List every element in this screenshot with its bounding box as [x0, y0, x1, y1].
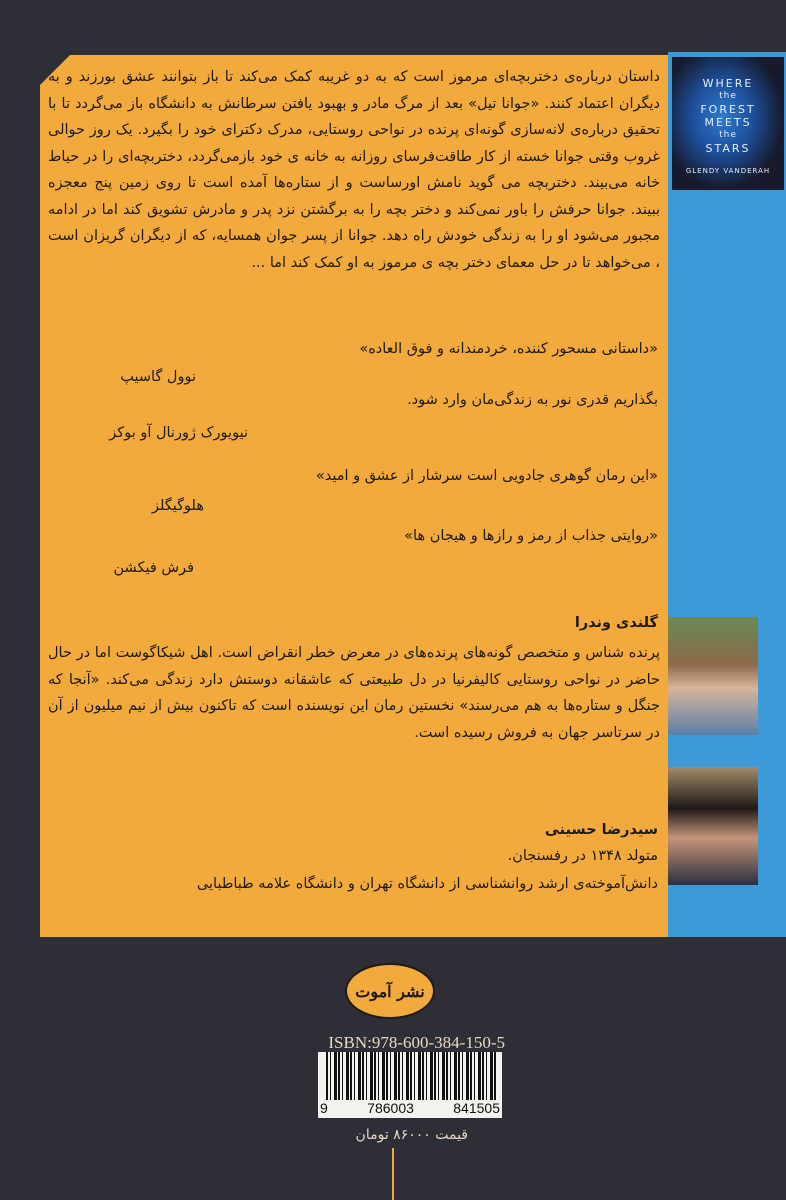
review-source: هلوگیگلز: [151, 498, 204, 514]
translator-bio-line: متولد ۱۳۴۸ در رفسنجان.: [507, 848, 658, 864]
thumb-title-6: STARS: [705, 142, 751, 155]
thumb-title-5: the: [719, 130, 737, 140]
publisher-logo: [345, 963, 435, 1019]
review-quote: «داستانی مسحور کننده، خردمندانه و فوق العاده»: [359, 341, 658, 357]
translator-photo: [668, 767, 758, 885]
review-source: فرش فیکشن: [113, 560, 194, 576]
thumb-title-2: the: [719, 91, 737, 101]
thumb-title-4: MEETS: [704, 116, 752, 129]
spine-line: [392, 1148, 394, 1200]
barcode-digit: 841505: [453, 1100, 500, 1116]
thumb-title-1: WHERE: [702, 77, 754, 90]
publisher-logo-text: نشر آموت: [355, 981, 425, 1001]
barcode: [318, 1052, 502, 1118]
barcode-digit: 786003: [367, 1100, 414, 1116]
barcode-digit: 9: [320, 1100, 328, 1116]
review-source: نوول گاسیپ: [120, 369, 196, 385]
thumb-author: GLENDY VANDERAH: [685, 167, 771, 175]
isbn: ISBN:978-600-384-150-5: [328, 1033, 505, 1052]
author-name: گلندی وندرا: [574, 615, 658, 631]
review-quote: «این رمان گوهری جادویی است سرشار از عشق و امید»: [315, 468, 658, 484]
review-quote: «روایتی جذاب از رمز و رازها و هیجان ها»: [404, 528, 658, 544]
barcode-bars: [326, 1052, 496, 1100]
author-bio: پرنده شناس و متخصص گونه‌های پرنده‌های در معرض خطر انقراض است. اهل شیکاگوست اما در حال حاضر در نواحی روستایی کالیفرنیا در دل طبیعتی که عاشقانه دوستش دارد زندگی می‌کند. «آنجا که جنگل و ستاره‌ها به هم می‌رسند» نخستین رمان این نویسنده است که تاکنون بیش از نیم میلیون از آن در سرتاسر جهان به فروش رسیده است.: [48, 645, 660, 741]
front-cover-thumbnail: [672, 57, 784, 190]
price: قیمت ۸۶۰۰۰ تومان: [355, 1127, 468, 1143]
translator-name: سیدرضا حسینی: [544, 822, 658, 838]
review-quote: بگذاریم قدری نور به زندگی‌مان وارد شود.: [407, 392, 658, 408]
synopsis: داستان درباره‌ی دختربچه‌ای مرموز است که به دو غریبه کمک می‌کند تا باز بتوانند عشق بورزند و به دیگران اعتماد کنند. «جوانا تیل» بعد از مرگ مادر و بهبود یافتن سرطانش به دانشگاه باز می‌گردد تا با تحقیق درباره‌ی لانه‌سازی گونه‌ای پرنده در نواحی روستایی، مدرک دکترای خود را بگیرد. یک روز حوالی غروب وقتی جوانا خسته از کار طاقت‌فرسای روزانه به خانه ی خود بازمی‌گردد، دختربچه‌ای را در حیاط خانه می‌بیند. دختربچه می گوید نامش اورساست و از ستاره‌ها آمده است تا روی زمین پنج معجزه ببیند. جوانا حرفش را باور نمی‌کند و دختر بچه را به برگشتن نزد پدر و مادرش تشویق کند اما در ادامه مجبور می‌شود او را به زندگی خودش راه دهد. جوانا از پسر جوان همسایه، که از دیگران گریزان است ، می‌خواهد تا در حل معمای دختر بچه ی مرموز به او کمک کند اما ...: [48, 69, 660, 271]
translator-bio-line: دانش‌آموخته‌ی ارشد روانشناسی از دانشگاه تهران و دانشگاه علامه طباطبایی: [196, 876, 658, 892]
author-photo: [668, 617, 758, 735]
review-source: نیویورک ژورنال آو بوکز: [109, 425, 248, 441]
thumb-title-3: FOREST: [700, 103, 756, 116]
